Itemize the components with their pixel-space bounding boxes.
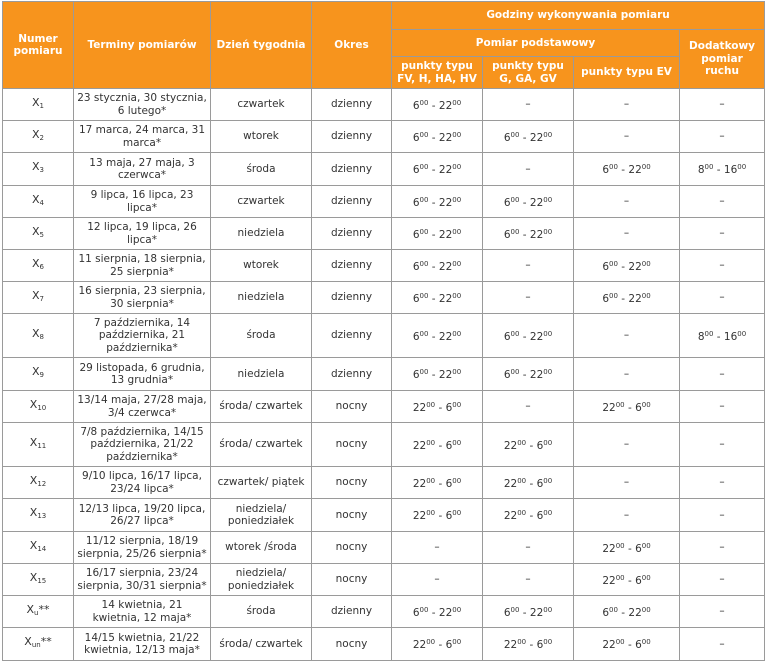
hours-fv: $6^{00} - 22^{00}$ [392, 314, 483, 358]
table-row [3, 499, 765, 532]
hours-extra: – [680, 628, 765, 661]
period: dzienny [312, 121, 392, 153]
hours-extra: – [680, 358, 765, 391]
hours-extra: $8^{00} - 16^{00}$ [680, 314, 765, 358]
hours-ev: $6^{00} - 22^{00}$ [574, 153, 680, 186]
time-minutes: 00 [419, 163, 429, 172]
hours-fv: $6^{00} - 22^{00}$ [392, 218, 483, 250]
time-minutes: 00 [510, 130, 520, 139]
hours-ev: – [574, 218, 680, 250]
time-minutes: 00 [510, 329, 520, 338]
hours-extra: – [680, 564, 765, 596]
table-row [3, 596, 765, 628]
measurement-number: $X_7$ [3, 282, 74, 314]
hours-fv: $6^{00} - 22^{00}$ [392, 250, 483, 282]
time-minutes: 00 [609, 163, 618, 172]
time-minutes: 00 [452, 605, 462, 614]
time-minutes: 00 [419, 195, 429, 204]
hours-g: $22^{00} - 6^{00}$ [483, 467, 574, 499]
measurement-subscript: 15 [37, 576, 47, 585]
time-minutes: 00 [452, 509, 462, 518]
time-minutes: 00 [452, 130, 462, 139]
measurement-number: $X_{11}$ [3, 423, 74, 467]
hours-ev: – [574, 499, 680, 532]
measurement-number: $X_{12}$ [3, 467, 74, 499]
time-minutes: 00 [543, 638, 553, 647]
measurement-number: $X_u**$ [3, 596, 74, 628]
hours-extra: – [680, 186, 765, 218]
time-minutes: 00 [419, 368, 429, 377]
measurement-subscript: 8 [39, 332, 44, 341]
measurement-dates: 16 sierpnia, 23 sierpnia, 30 sierpnia* [74, 282, 211, 314]
hours-extra: – [680, 218, 765, 250]
hours-ev: – [574, 186, 680, 218]
time-minutes: 00 [419, 227, 429, 236]
time-minutes: 00 [641, 638, 651, 647]
weekday: niedziela [211, 358, 312, 391]
measurement-dates: 7/8 października, 14/15 października, 21/22 października* [74, 423, 211, 467]
time-minutes: 00 [452, 227, 462, 236]
time-minutes: 00 [419, 605, 429, 614]
hours-g: $6^{00} - 22^{00}$ [483, 186, 574, 218]
time-minutes: 00 [543, 605, 553, 614]
time-minutes: 00 [704, 329, 714, 338]
header-dates: Terminy pomiarów [74, 2, 211, 89]
time-minutes: 00 [419, 329, 429, 338]
period: dzienny [312, 358, 392, 391]
table-row [3, 89, 765, 121]
time-minutes: 00 [517, 638, 527, 647]
time-minutes: 00 [517, 476, 527, 485]
period: nocny [312, 423, 392, 467]
hours-extra: $8^{00} - 16^{00}$ [680, 153, 765, 186]
period: dzienny [312, 89, 392, 121]
table-row [3, 121, 765, 153]
table-row [3, 186, 765, 218]
time-minutes: 00 [641, 163, 651, 172]
time-minutes: 00 [641, 259, 651, 268]
time-minutes: 00 [452, 329, 462, 338]
hours-extra: – [680, 423, 765, 467]
hours-g: $22^{00} - 6^{00}$ [483, 628, 574, 661]
hours-extra: – [680, 282, 765, 314]
weekday: środa [211, 153, 312, 186]
weekday: niedziela/ poniedziałek [211, 564, 312, 596]
time-minutes: 00 [452, 259, 462, 268]
period: dzienny [312, 596, 392, 628]
period: nocny [312, 391, 392, 423]
table-body [3, 89, 765, 661]
time-minutes: 00 [615, 541, 625, 550]
measurement-number: $X_4$ [3, 186, 74, 218]
time-minutes: 00 [419, 291, 429, 300]
hours-g: $6^{00} - 22^{00}$ [483, 358, 574, 391]
measurement-number: $X_1$ [3, 89, 74, 121]
weekday: czwartek [211, 186, 312, 218]
hours-extra: – [680, 121, 765, 153]
measurement-number: $X_5$ [3, 218, 74, 250]
measurement-number: $X_{13}$ [3, 499, 74, 532]
weekday: czwartek [211, 89, 312, 121]
time-minutes: 00 [452, 368, 462, 377]
header-number: Numer pomiaru [3, 2, 74, 89]
time-minutes: 00 [452, 195, 462, 204]
table-row [3, 532, 765, 564]
measurement-subscript: 1 [39, 101, 44, 110]
hours-ev: $6^{00} - 22^{00}$ [574, 250, 680, 282]
header-extra: Dodatkowy pomiar ruchu [680, 30, 765, 89]
measurement-subscript: 6 [39, 262, 44, 271]
hours-fv: $22^{00} - 6^{00}$ [392, 628, 483, 661]
time-minutes: 00 [452, 476, 462, 485]
weekday: środa/ czwartek [211, 391, 312, 423]
hours-fv: $22^{00} - 6^{00}$ [392, 467, 483, 499]
measurement-subscript: u [34, 608, 39, 617]
measurement-dates: 17 marca, 24 marca, 31 marca* [74, 121, 211, 153]
hours-fv: $6^{00} - 22^{00}$ [392, 89, 483, 121]
time-minutes: 00 [737, 163, 747, 172]
time-minutes: 00 [641, 605, 651, 614]
period: nocny [312, 628, 392, 661]
weekday: środa/ czwartek [211, 628, 312, 661]
time-minutes: 00 [426, 638, 436, 647]
hours-extra: – [680, 499, 765, 532]
header-basic: Pomiar podstawowy [392, 30, 680, 57]
time-minutes: 00 [452, 291, 462, 300]
measurement-dates: 13/14 maja, 27/28 maja, 3/4 czerwca* [74, 391, 211, 423]
measurement-dates: 14/15 kwietnia, 21/22 kwietnia, 12/13 maja* [74, 628, 211, 661]
time-minutes: 00 [543, 130, 553, 139]
measurement-subscript: 5 [39, 230, 44, 239]
period: nocny [312, 564, 392, 596]
measurement-subscript: 10 [37, 403, 47, 412]
hours-extra: – [680, 250, 765, 282]
hours-fv: – [392, 532, 483, 564]
header-weekday: Dzień tygodnia [211, 2, 312, 89]
time-minutes: 00 [452, 438, 462, 447]
measurement-dates: 9 lipca, 16 lipca, 23 lipca* [74, 186, 211, 218]
period: nocny [312, 499, 392, 532]
table-row [3, 250, 765, 282]
hours-ev: $22^{00} - 6^{00}$ [574, 391, 680, 423]
measurement-dates: 11 sierpnia, 18 sierpnia, 25 sierpnia* [74, 250, 211, 282]
measurement-number: $X_8$ [3, 314, 74, 358]
period: nocny [312, 467, 392, 499]
table-row [3, 467, 765, 499]
measurement-subscript: 2 [39, 133, 44, 142]
period: dzienny [312, 250, 392, 282]
time-minutes: 00 [737, 329, 747, 338]
hours-g: $6^{00} - 22^{00}$ [483, 218, 574, 250]
time-minutes: 00 [609, 605, 618, 614]
hours-extra: – [680, 532, 765, 564]
hours-fv: $6^{00} - 22^{00}$ [392, 358, 483, 391]
weekday: wtorek [211, 250, 312, 282]
header-ev: punkty typu EV [574, 57, 680, 89]
time-minutes: 00 [543, 476, 553, 485]
table-row [3, 391, 765, 423]
time-minutes: 00 [641, 291, 651, 300]
measurement-subscript: 4 [39, 198, 44, 207]
time-minutes: 00 [543, 329, 553, 338]
time-minutes: 00 [426, 476, 436, 485]
table-row [3, 218, 765, 250]
hours-ev: – [574, 358, 680, 391]
hours-fv: $6^{00} - 22^{00}$ [392, 121, 483, 153]
measurement-number: $X_{15}$ [3, 564, 74, 596]
time-minutes: 00 [452, 400, 462, 409]
time-minutes: 00 [510, 605, 520, 614]
period: dzienny [312, 186, 392, 218]
hours-g: $22^{00} - 6^{00}$ [483, 423, 574, 467]
weekday: środa/ czwartek [211, 423, 312, 467]
measurement-number: $X_2$ [3, 121, 74, 153]
weekday: środa [211, 314, 312, 358]
weekday: wtorek /środa [211, 532, 312, 564]
time-minutes: 00 [419, 98, 429, 107]
measurement-number: $X_6$ [3, 250, 74, 282]
weekday: niedziela/ poniedziałek [211, 499, 312, 532]
time-minutes: 00 [543, 195, 553, 204]
time-minutes: 00 [543, 438, 553, 447]
measurement-subscript: 12 [37, 479, 47, 488]
table-row [3, 153, 765, 186]
hours-ev: – [574, 121, 680, 153]
hours-extra: – [680, 596, 765, 628]
time-minutes: 00 [543, 509, 553, 518]
period: dzienny [312, 282, 392, 314]
time-minutes: 00 [704, 163, 714, 172]
hours-g: – [483, 250, 574, 282]
hours-ev: $22^{00} - 6^{00}$ [574, 628, 680, 661]
measurement-number: $X_9$ [3, 358, 74, 391]
measurement-dates: 13 maja, 27 maja, 3 czerwca* [74, 153, 211, 186]
time-minutes: 00 [615, 573, 625, 582]
hours-extra: – [680, 467, 765, 499]
time-minutes: 00 [426, 509, 436, 518]
time-minutes: 00 [426, 400, 436, 409]
measurement-dates: 11/12 sierpnia, 18/19 sierpnia, 25/26 sierpnia* [74, 532, 211, 564]
time-minutes: 00 [452, 638, 462, 647]
period: dzienny [312, 314, 392, 358]
hours-fv: $22^{00} - 6^{00}$ [392, 391, 483, 423]
header-hours: Godziny wykonywania pomiaru [392, 2, 765, 30]
measurement-dates: 23 stycznia, 30 stycznia, 6 lutego* [74, 89, 211, 121]
hours-fv: – [392, 564, 483, 596]
time-minutes: 00 [641, 400, 651, 409]
hours-g: – [483, 532, 574, 564]
measurement-dates: 14 kwietnia, 21 kwietnia, 12 maja* [74, 596, 211, 628]
hours-g: – [483, 89, 574, 121]
time-minutes: 00 [419, 259, 429, 268]
hours-g: $6^{00} - 22^{00}$ [483, 314, 574, 358]
period: nocny [312, 532, 392, 564]
hours-fv: $6^{00} - 22^{00}$ [392, 153, 483, 186]
hours-fv: $6^{00} - 22^{00}$ [392, 282, 483, 314]
hours-ev: $22^{00} - 6^{00}$ [574, 532, 680, 564]
hours-fv: $6^{00} - 22^{00}$ [392, 596, 483, 628]
header-period: Okres [312, 2, 392, 89]
time-minutes: 00 [615, 400, 625, 409]
time-minutes: 00 [452, 98, 462, 107]
measurement-dates: 7 października, 14 października, 21 października* [74, 314, 211, 358]
hours-ev: – [574, 314, 680, 358]
measurement-number: $X_{14}$ [3, 532, 74, 564]
hours-g: – [483, 564, 574, 596]
hours-g: – [483, 282, 574, 314]
hours-fv: $22^{00} - 6^{00}$ [392, 423, 483, 467]
hours-g: – [483, 153, 574, 186]
measurement-subscript: 7 [39, 294, 44, 303]
measurement-dates: 16/17 sierpnia, 23/24 sierpnia, 30/31 sierpnia* [74, 564, 211, 596]
hours-ev: $22^{00} - 6^{00}$ [574, 564, 680, 596]
header-fv: punkty typu FV, H, HA, HV [392, 57, 483, 89]
table-row [3, 564, 765, 596]
hours-g: – [483, 391, 574, 423]
time-minutes: 00 [609, 291, 618, 300]
hours-ev: $6^{00} - 22^{00}$ [574, 282, 680, 314]
time-minutes: 00 [615, 638, 625, 647]
hours-extra: – [680, 89, 765, 121]
hours-extra: – [680, 391, 765, 423]
measurement-subscript: 13 [37, 512, 47, 521]
time-minutes: 00 [517, 509, 527, 518]
hours-ev: – [574, 89, 680, 121]
hours-ev: $6^{00} - 22^{00}$ [574, 596, 680, 628]
measurement-subscript: un [31, 641, 41, 650]
table-row [3, 282, 765, 314]
period: dzienny [312, 218, 392, 250]
time-minutes: 00 [609, 259, 618, 268]
measurement-subscript: 3 [39, 166, 44, 175]
weekday: wtorek [211, 121, 312, 153]
hours-ev: – [574, 467, 680, 499]
table-row [3, 628, 765, 661]
time-minutes: 00 [419, 130, 429, 139]
hours-g: $6^{00} - 22^{00}$ [483, 121, 574, 153]
time-minutes: 00 [517, 438, 527, 447]
hours-fv: $6^{00} - 22^{00}$ [392, 186, 483, 218]
time-minutes: 00 [641, 541, 651, 550]
time-minutes: 00 [510, 368, 520, 377]
hours-fv: $22^{00} - 6^{00}$ [392, 499, 483, 532]
hours-ev: – [574, 423, 680, 467]
measurement-subscript: 9 [39, 371, 44, 380]
time-minutes: 00 [543, 368, 553, 377]
weekday: środa [211, 596, 312, 628]
time-minutes: 00 [510, 227, 520, 236]
period: dzienny [312, 153, 392, 186]
measurement-dates: 12/13 lipca, 19/20 lipca, 26/27 lipca* [74, 499, 211, 532]
measurement-number: $X_3$ [3, 153, 74, 186]
time-minutes: 00 [543, 227, 553, 236]
weekday: niedziela [211, 282, 312, 314]
measurement-dates: 29 listopada, 6 grudnia, 13 grudnia* [74, 358, 211, 391]
measurement-dates: 9/10 lipca, 16/17 lipca, 23/24 lipca* [74, 467, 211, 499]
measurement-subscript: 14 [37, 544, 47, 553]
measurement-subscript: 11 [37, 441, 47, 450]
weekday: czwartek/ piątek [211, 467, 312, 499]
hours-g: $6^{00} - 22^{00}$ [483, 596, 574, 628]
header-g: punkty typu G, GA, GV [483, 57, 574, 89]
table-row [3, 314, 765, 358]
measurement-dates: 12 lipca, 19 lipca, 26 lipca* [74, 218, 211, 250]
time-minutes: 00 [641, 573, 651, 582]
time-minutes: 00 [452, 163, 462, 172]
weekday: niedziela [211, 218, 312, 250]
table-row [3, 358, 765, 391]
measurement-number: $X_{un}**$ [3, 628, 74, 661]
time-minutes: 00 [510, 195, 520, 204]
hours-g: $22^{00} - 6^{00}$ [483, 499, 574, 532]
measurement-number: $X_{10}$ [3, 391, 74, 423]
time-minutes: 00 [426, 438, 436, 447]
table-row [3, 423, 765, 467]
measurement-schedule-table [2, 1, 765, 661]
